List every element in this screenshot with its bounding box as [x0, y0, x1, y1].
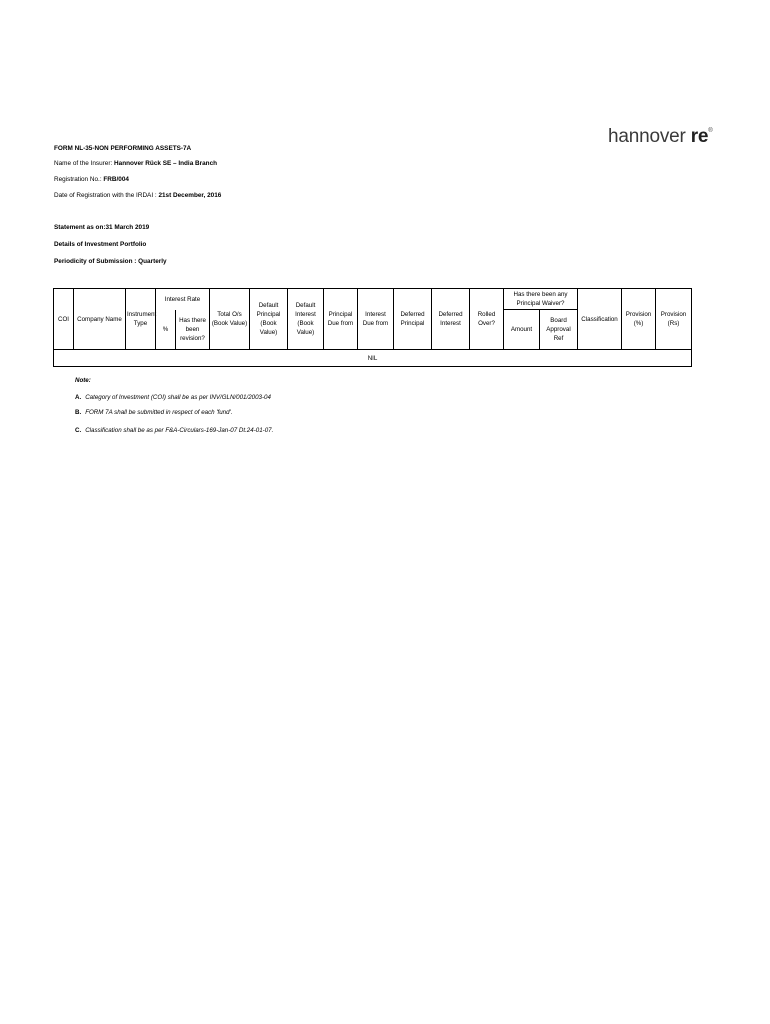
header-deferred-principal: Deferred Principal — [394, 289, 432, 350]
header-interest-rate: Interest Rate — [156, 289, 210, 310]
registration-line — [54, 176, 129, 183]
header-amount: Amount — [504, 310, 540, 350]
insurer-value: Hannover Rück SE – India Branch — [114, 160, 218, 167]
header-deferred-interest: Deferred Interest — [432, 289, 470, 350]
header-company-name: Company Name — [74, 289, 126, 350]
insurer-line — [54, 160, 217, 167]
header-default-principal: Default Principal (Book Value) — [250, 289, 288, 350]
note-item — [75, 409, 232, 416]
header-coi: COI — [54, 289, 74, 350]
details-heading: Details of Investment Portfolio — [54, 241, 147, 248]
note-text: Category of Investment (COI) shall be as per INV/GLN/001/2003-04 — [85, 394, 271, 401]
note-text: FORM 7A shall be submitted in respect of each 'fund'. — [85, 409, 233, 416]
header-total-os: Total O/s (Book Value) — [210, 289, 250, 350]
periodicity-line: Periodicity of Submission : Quarterly — [54, 258, 167, 265]
note-label: C. — [75, 427, 82, 434]
registration-value: FRB/004 — [103, 176, 129, 183]
registration-label: Registration No.: — [54, 176, 102, 183]
registration-date-line — [54, 192, 221, 199]
header-percent: % — [156, 310, 176, 350]
registration-date-label: Date of Registration with the IRDAI : — [54, 192, 157, 199]
nil-cell: NIL — [54, 350, 692, 367]
header-rolled-over: Rolled Over? — [470, 289, 504, 350]
header-instrument-type: Instrument Type — [126, 289, 156, 350]
insurer-label: Name of the Insurer: — [54, 160, 113, 167]
header-principal-waiver: Has there been any Principal Waiver? — [504, 289, 578, 310]
note-item — [75, 427, 273, 434]
npa-table — [53, 288, 692, 367]
notes-title: Note: — [75, 377, 91, 384]
header-default-interest: Default Interest (Book Value) — [288, 289, 324, 350]
header-has-there-been-revision: Has there been revision? — [176, 310, 210, 350]
registration-date-value: 21st December, 2016 — [158, 192, 222, 199]
note-text: Classification shall be as per F&A-Circulars-169-Jan-07 Dt.24-01-07. — [85, 427, 274, 434]
form-title: FORM NL-35-NON PERFORMING ASSETS-7A — [54, 145, 192, 152]
note-label: A. — [75, 394, 82, 401]
header-provision-rs: Provision (Rs) — [656, 289, 692, 350]
header-classification: Classification — [578, 289, 622, 350]
header-interest-due-from: Interest Due from — [358, 289, 394, 350]
note-item — [75, 394, 271, 401]
note-label: B. — [75, 409, 82, 416]
statement-date: Statement as on:31 March 2019 — [54, 224, 150, 231]
header-provision-pct: Provision (%) — [622, 289, 656, 350]
header-board-approval-ref: Board Approval Ref — [540, 310, 578, 350]
hannover-re-logo: hannover re® — [608, 126, 713, 147]
header-principal-due-from: Principal Due from — [324, 289, 358, 350]
